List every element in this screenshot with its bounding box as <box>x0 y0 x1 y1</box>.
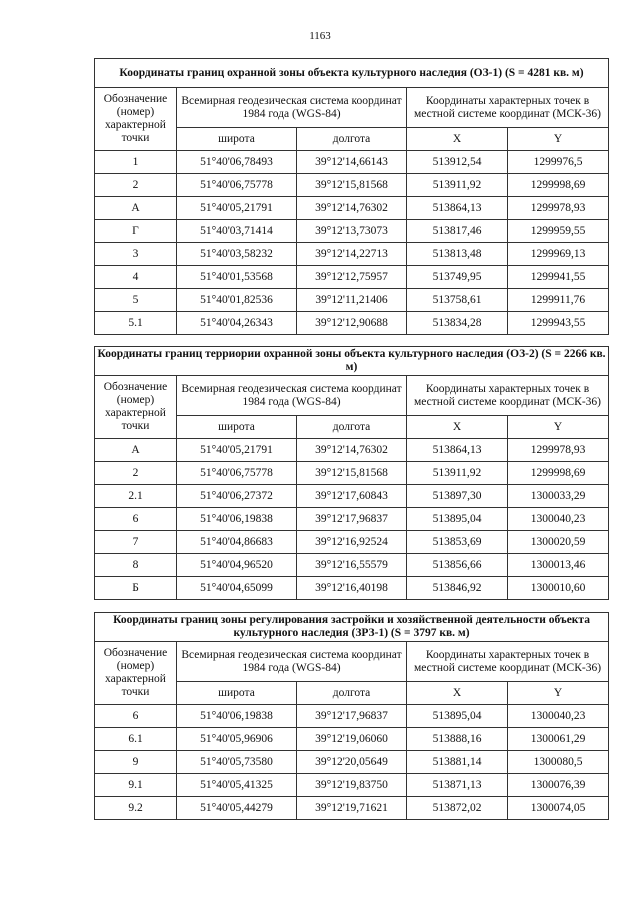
y-cell: 1300010,60 <box>508 577 609 600</box>
longitude-cell: 39°12'16,55579 <box>297 554 407 577</box>
table-body <box>95 59 609 335</box>
point-id: 8 <box>95 554 177 577</box>
x-cell: 513912,54 <box>407 151 508 174</box>
header-longitude: долгота <box>297 416 407 439</box>
x-cell: 513911,92 <box>407 174 508 197</box>
latitude-cell: 51°40'01,53568 <box>177 266 297 289</box>
latitude-cell: 51°40'05,96906 <box>177 728 297 751</box>
latitude-cell: 51°40'04,26343 <box>177 312 297 335</box>
latitude-cell: 51°40'06,27372 <box>177 485 297 508</box>
table-row <box>95 728 609 751</box>
table-row <box>95 174 609 197</box>
x-cell: 513813,48 <box>407 243 508 266</box>
longitude-cell: 39°12'15,81568 <box>297 174 407 197</box>
point-id: 7 <box>95 531 177 554</box>
x-cell: 513864,13 <box>407 439 508 462</box>
longitude-cell: 39°12'15,81568 <box>297 462 407 485</box>
x-cell: 513846,92 <box>407 577 508 600</box>
point-id: 6 <box>95 705 177 728</box>
x-cell: 513749,95 <box>407 266 508 289</box>
latitude-cell: 51°40'06,75778 <box>177 462 297 485</box>
y-cell: 1299911,76 <box>508 289 609 312</box>
table-row <box>95 197 609 220</box>
table-row <box>95 220 609 243</box>
x-cell: 513853,69 <box>407 531 508 554</box>
longitude-cell: 39°12'11,21406 <box>297 289 407 312</box>
latitude-cell: 51°40'05,41325 <box>177 774 297 797</box>
longitude-cell: 39°12'13,73073 <box>297 220 407 243</box>
longitude-cell: 39°12'14,76302 <box>297 197 407 220</box>
header-msk: Координаты характерных точек в местной системе координат (МСК-36) <box>407 376 609 416</box>
x-cell: 513864,13 <box>407 197 508 220</box>
latitude-cell: 51°40'05,73580 <box>177 751 297 774</box>
table-row <box>95 439 609 462</box>
latitude-cell: 51°40'03,71414 <box>177 220 297 243</box>
x-cell: 513895,04 <box>407 508 508 531</box>
header-row <box>95 376 609 416</box>
header-designation: Обозначение (номер) характерной точки <box>95 376 177 439</box>
header-msk: Координаты характерных точек в местной системе координат (МСК-36) <box>407 88 609 128</box>
table-row <box>95 266 609 289</box>
latitude-cell: 51°40'05,21791 <box>177 439 297 462</box>
x-cell: 513895,04 <box>407 705 508 728</box>
y-cell: 1299959,55 <box>508 220 609 243</box>
header-designation: Обозначение (номер) характерной точки <box>95 88 177 151</box>
y-cell: 1299976,5 <box>508 151 609 174</box>
y-cell: 1300040,23 <box>508 508 609 531</box>
table-row <box>95 531 609 554</box>
table-row <box>95 462 609 485</box>
header-row <box>95 88 609 128</box>
point-id: 4 <box>95 266 177 289</box>
latitude-cell: 51°40'06,19838 <box>177 508 297 531</box>
header-y: Y <box>508 416 609 439</box>
x-cell: 513897,30 <box>407 485 508 508</box>
x-cell: 513911,92 <box>407 462 508 485</box>
longitude-cell: 39°12'12,90688 <box>297 312 407 335</box>
longitude-cell: 39°12'16,92524 <box>297 531 407 554</box>
table-title: Координаты границ охранной зоны объекта культурного наследия (ОЗ-1) (S = 4281 кв. м) <box>95 59 609 88</box>
table-row <box>95 554 609 577</box>
longitude-cell: 39°12'19,06060 <box>297 728 407 751</box>
point-id: 9.1 <box>95 774 177 797</box>
longitude-cell: 39°12'17,96837 <box>297 508 407 531</box>
header-wgs: Всемирная геодезическая система координат 1984 года (WGS-84) <box>177 88 407 128</box>
table-body <box>95 613 609 820</box>
y-cell: 1300013,46 <box>508 554 609 577</box>
table-row <box>95 774 609 797</box>
table-row <box>95 751 609 774</box>
latitude-cell: 51°40'04,65099 <box>177 577 297 600</box>
x-cell: 513834,28 <box>407 312 508 335</box>
page-number: 1163 <box>309 30 331 42</box>
latitude-cell: 51°40'04,86683 <box>177 531 297 554</box>
table-row <box>95 312 609 335</box>
y-cell: 1300074,05 <box>508 797 609 820</box>
y-cell: 1299998,69 <box>508 462 609 485</box>
longitude-cell: 39°12'19,83750 <box>297 774 407 797</box>
longitude-cell: 39°12'14,22713 <box>297 243 407 266</box>
y-cell: 1300020,59 <box>508 531 609 554</box>
x-cell: 513881,14 <box>407 751 508 774</box>
header-y: Y <box>508 128 609 151</box>
longitude-cell: 39°12'14,66143 <box>297 151 407 174</box>
header-latitude: широта <box>177 128 297 151</box>
header-longitude: долгота <box>297 128 407 151</box>
longitude-cell: 39°12'19,71621 <box>297 797 407 820</box>
x-cell: 513758,61 <box>407 289 508 312</box>
x-cell: 513856,66 <box>407 554 508 577</box>
header-latitude: широта <box>177 416 297 439</box>
latitude-cell: 51°40'06,75778 <box>177 174 297 197</box>
table-row <box>95 797 609 820</box>
header-msk: Координаты характерных точек в местной системе координат (МСК-36) <box>407 642 609 682</box>
y-cell: 1299998,69 <box>508 174 609 197</box>
y-cell: 1300033,29 <box>508 485 609 508</box>
header-wgs: Всемирная геодезическая система координат 1984 года (WGS-84) <box>177 642 407 682</box>
title-row <box>95 347 609 376</box>
latitude-cell: 51°40'05,44279 <box>177 797 297 820</box>
point-id: А <box>95 439 177 462</box>
y-cell: 1299941,55 <box>508 266 609 289</box>
title-row <box>95 59 609 88</box>
point-id: 2.1 <box>95 485 177 508</box>
table-row <box>95 705 609 728</box>
header-row <box>95 642 609 682</box>
table-row <box>95 485 609 508</box>
y-cell: 1299978,93 <box>508 439 609 462</box>
point-id: 6 <box>95 508 177 531</box>
point-id: 3 <box>95 243 177 266</box>
point-id: 5.1 <box>95 312 177 335</box>
longitude-cell: 39°12'17,96837 <box>297 705 407 728</box>
table-oz2 <box>94 346 609 600</box>
latitude-cell: 51°40'05,21791 <box>177 197 297 220</box>
longitude-cell: 39°12'17,60843 <box>297 485 407 508</box>
longitude-cell: 39°12'12,75957 <box>297 266 407 289</box>
x-cell: 513888,16 <box>407 728 508 751</box>
point-id: 1 <box>95 151 177 174</box>
title-row <box>95 613 609 642</box>
header-x: X <box>407 682 508 705</box>
table-title: Координаты границ терриории охранной зоны объекта культурного наследия (ОЗ-2) (S = 2266 кв. м) <box>95 347 609 376</box>
table-body <box>95 347 609 600</box>
longitude-cell: 39°12'20,05649 <box>297 751 407 774</box>
table-row <box>95 508 609 531</box>
latitude-cell: 51°40'06,78493 <box>177 151 297 174</box>
table-row <box>95 243 609 266</box>
point-id: 6.1 <box>95 728 177 751</box>
header-x: X <box>407 128 508 151</box>
y-cell: 1300076,39 <box>508 774 609 797</box>
table-row <box>95 151 609 174</box>
header-wgs: Всемирная геодезическая система координат 1984 года (WGS-84) <box>177 376 407 416</box>
point-id: 2 <box>95 174 177 197</box>
latitude-cell: 51°40'03,58232 <box>177 243 297 266</box>
latitude-cell: 51°40'01,82536 <box>177 289 297 312</box>
point-id: Б <box>95 577 177 600</box>
latitude-cell: 51°40'04,96520 <box>177 554 297 577</box>
header-latitude: широта <box>177 682 297 705</box>
table-title: Координаты границ зоны регулирования застройки и хозяйственной деятельности объекта культурного наследия (ЗРЗ-1) (S = 3797 кв. м) <box>95 613 609 642</box>
point-id: 5 <box>95 289 177 312</box>
y-cell: 1300040,23 <box>508 705 609 728</box>
table-row <box>95 577 609 600</box>
table-zrz1 <box>94 612 609 820</box>
point-id: 2 <box>95 462 177 485</box>
x-cell: 513817,46 <box>407 220 508 243</box>
x-cell: 513872,02 <box>407 797 508 820</box>
y-cell: 1300061,29 <box>508 728 609 751</box>
longitude-cell: 39°12'14,76302 <box>297 439 407 462</box>
longitude-cell: 39°12'16,40198 <box>297 577 407 600</box>
point-id: 9.2 <box>95 797 177 820</box>
header-y: Y <box>508 682 609 705</box>
table-row <box>95 289 609 312</box>
point-id: Г <box>95 220 177 243</box>
point-id: А <box>95 197 177 220</box>
y-cell: 1299969,13 <box>508 243 609 266</box>
y-cell: 1299978,93 <box>508 197 609 220</box>
y-cell: 1299943,55 <box>508 312 609 335</box>
header-longitude: долгота <box>297 682 407 705</box>
table-oz1 <box>94 58 609 335</box>
point-id: 9 <box>95 751 177 774</box>
header-x: X <box>407 416 508 439</box>
y-cell: 1300080,5 <box>508 751 609 774</box>
x-cell: 513871,13 <box>407 774 508 797</box>
latitude-cell: 51°40'06,19838 <box>177 705 297 728</box>
header-designation: Обозначение (номер) характерной точки <box>95 642 177 705</box>
